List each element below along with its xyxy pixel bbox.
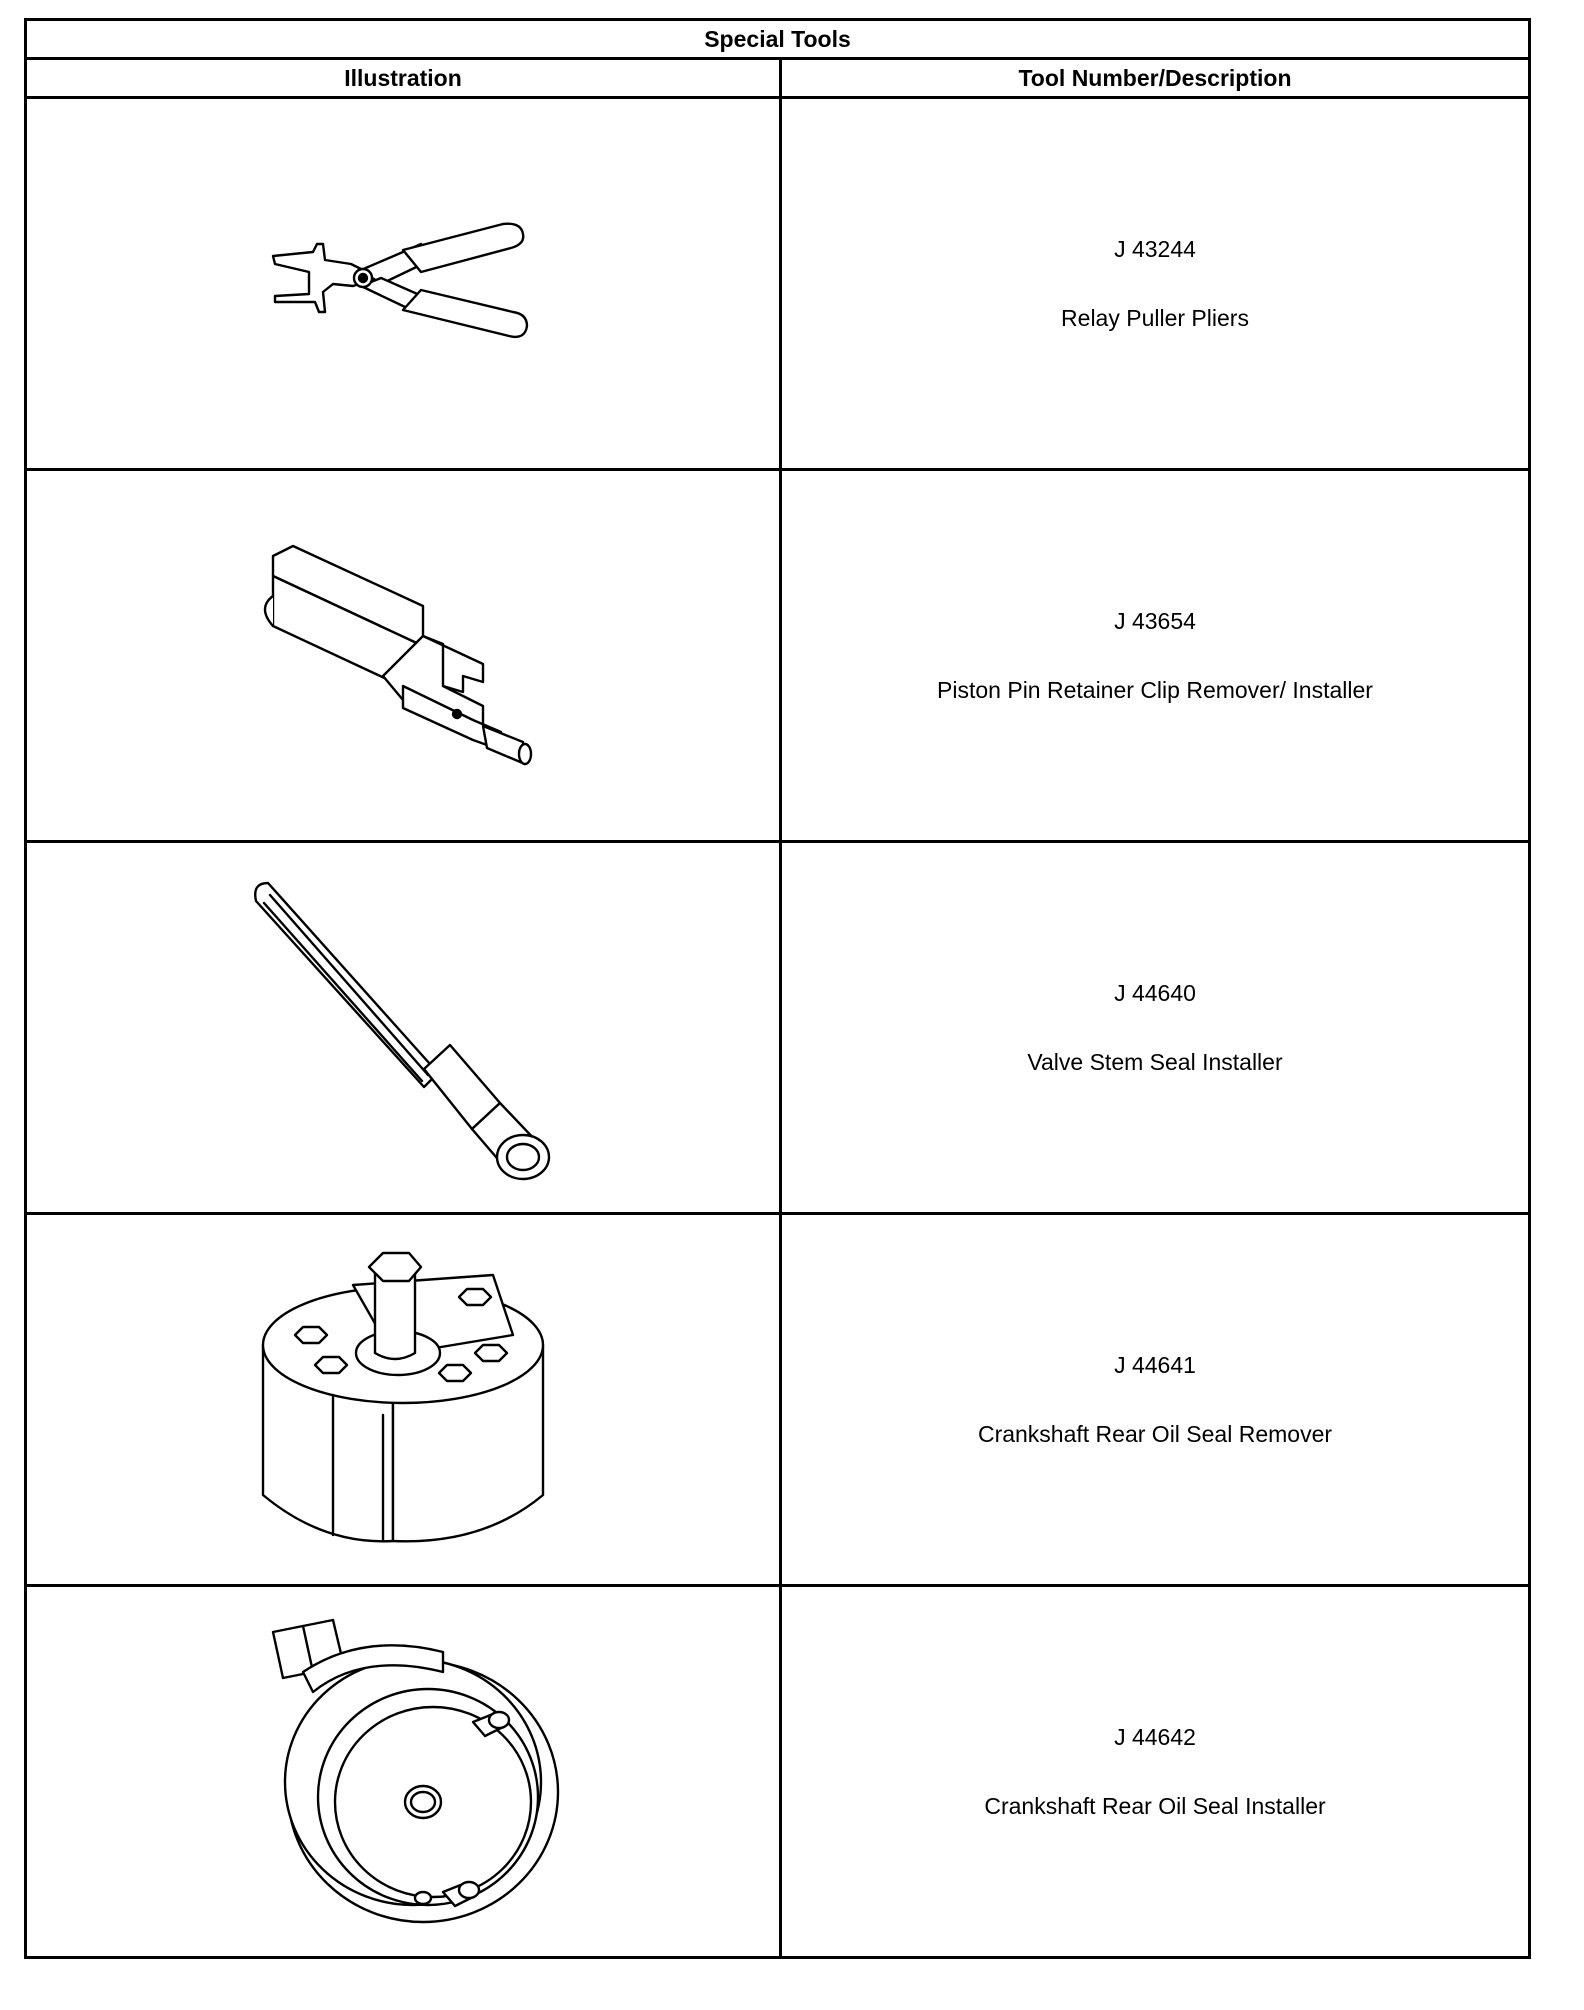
crankshaft-seal-remover-icon xyxy=(243,1245,563,1555)
tool-number: J 44640 xyxy=(1114,979,1196,1006)
illustration-cell xyxy=(26,470,781,842)
description-cell xyxy=(781,1214,1530,1586)
table-row xyxy=(26,1586,1530,1958)
description-cell xyxy=(781,98,1530,470)
description-cell xyxy=(781,470,1530,842)
crankshaft-seal-installer-icon xyxy=(243,1612,563,1932)
tool-description: Relay Puller Pliers xyxy=(1061,304,1249,331)
special-tools-table xyxy=(24,18,1531,1959)
table-title: Special Tools xyxy=(26,20,1530,59)
table-row xyxy=(26,98,1530,470)
tool-number: J 44642 xyxy=(1114,1723,1196,1750)
relay-puller-pliers-icon xyxy=(253,214,553,354)
illustration-cell xyxy=(26,1586,781,1958)
tool-number: J 44641 xyxy=(1114,1351,1196,1378)
column-header-description: Tool Number/Description xyxy=(781,59,1530,98)
table-row xyxy=(26,1214,1530,1586)
description-cell xyxy=(781,1586,1530,1958)
tool-description: Crankshaft Rear Oil Seal Remover xyxy=(977,1420,1333,1447)
tool-number: J 43654 xyxy=(1114,607,1196,634)
illustration-cell xyxy=(26,98,781,470)
tool-description: Piston Pin Retainer Clip Remover/ Installer xyxy=(937,676,1373,703)
table-row xyxy=(26,842,1530,1214)
illustration-cell xyxy=(26,842,781,1214)
table-header-row xyxy=(26,59,1530,98)
tool-description: Valve Stem Seal Installer xyxy=(1027,1048,1283,1075)
table-title-row xyxy=(26,20,1530,59)
column-header-illustration: Illustration xyxy=(26,59,781,98)
tool-description: Crankshaft Rear Oil Seal Installer xyxy=(984,1792,1326,1819)
table-row xyxy=(26,470,1530,842)
valve-stem-seal-installer-icon xyxy=(238,873,568,1183)
tool-number: J 43244 xyxy=(1114,235,1196,262)
piston-pin-clip-tool-icon xyxy=(243,536,563,776)
illustration-cell xyxy=(26,1214,781,1586)
description-cell xyxy=(781,842,1530,1214)
